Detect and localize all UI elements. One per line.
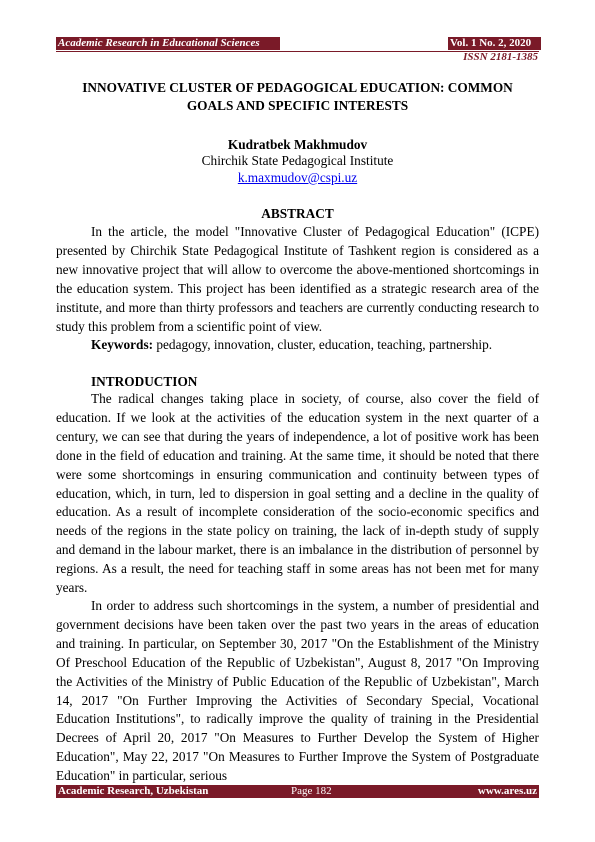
footer-website[interactable]: www.ares.uz <box>477 785 537 797</box>
intro-paragraph-1: The radical changes taking place in society, of course, also cover the field of education. If we look at the activities of the education system in the next quarter of a century, we can see that during the years of independence, a lot of positive work has been done in the field of education and training. At the same time, it should be noted that there were some shortcomings in ensuring communication and continuity between types of education, which, in turn, led to dispersion in goal setting and a decline in the quality of education. As a result of incomplete consideration of the socio-economic specifics and needs of the regions in the state policy on training, the lack of in-depth study of supply and demand in the labour market, there is an imbalance in the distribution of personnel by regions. As a result, the need for teaching staff in some areas has not been met for many years. <box>56 391 539 596</box>
intro-paragraph-2: In order to address such shortcomings in the system, a number of presidential and government decisions have been taken over the past two years in the areas of education and training. In particular, on September 30, 2017 "On the Establishment of the Ministry Of Preschool Education of the Republic of Uzbekistan", August 8, 2017 "On Improving the Activities of the Ministry of Public Education of the Republic of Uzbekistan", March 14, 2017 "On Further Improving the Activities of Secondary Special, Vocational Education Institutions", to radically improve the quality of training in the Presidential Decrees of April 20, 2017 "On Measures to Further Develop the System of Higher Education", May 22, 2017 "On Measures to Further Improve the System of Postgraduate Education" in particular, serious <box>56 598 539 784</box>
paper-title: INNOVATIVE CLUSTER OF PEDAGOGICAL EDUCATION: COMMON GOALS AND SPECIFIC INTERESTS <box>82 80 513 113</box>
abstract-text: In the article, the model "Innovative Cluster of Pedagogical Education" (ICPE) presented by Chirchik State Pedagogical Institute of Tashkent region is considered as a new innovative project that will allow to overcome the above-mentioned shortcomings in the education system. This project has been identified as a strategic research area of the institute, and more than thirty professors and teachers are currently conducting research to study this problem from a scientific point of view. <box>56 224 539 334</box>
volume-info: Vol. 1 No. 2, 2020 <box>448 37 541 50</box>
footer-source: Academic Research, Uzbekistan <box>58 785 209 797</box>
abstract-heading: ABSTRACT <box>261 206 334 221</box>
keywords-list: pedagogy, innovation, cluster, education, teaching, partnership. <box>153 337 493 352</box>
author-email-link[interactable]: k.maxmudov@cspi.uz <box>237 170 358 185</box>
page-number: Page 182 <box>291 785 332 797</box>
issn: ISSN 2181-1385 <box>463 51 538 63</box>
journal-name: Academic Research in Educational Sciences <box>56 37 280 50</box>
introduction-heading: INTRODUCTION <box>91 374 198 389</box>
author-name: Kudratbek Makhmudov <box>227 137 368 152</box>
keywords-line <box>56 336 539 355</box>
author-email-line <box>0 170 595 186</box>
footer-bar <box>56 785 539 798</box>
author-institution: Chirchik State Pedagogical Institute <box>201 153 394 168</box>
keywords-label: Keywords: <box>91 337 154 352</box>
